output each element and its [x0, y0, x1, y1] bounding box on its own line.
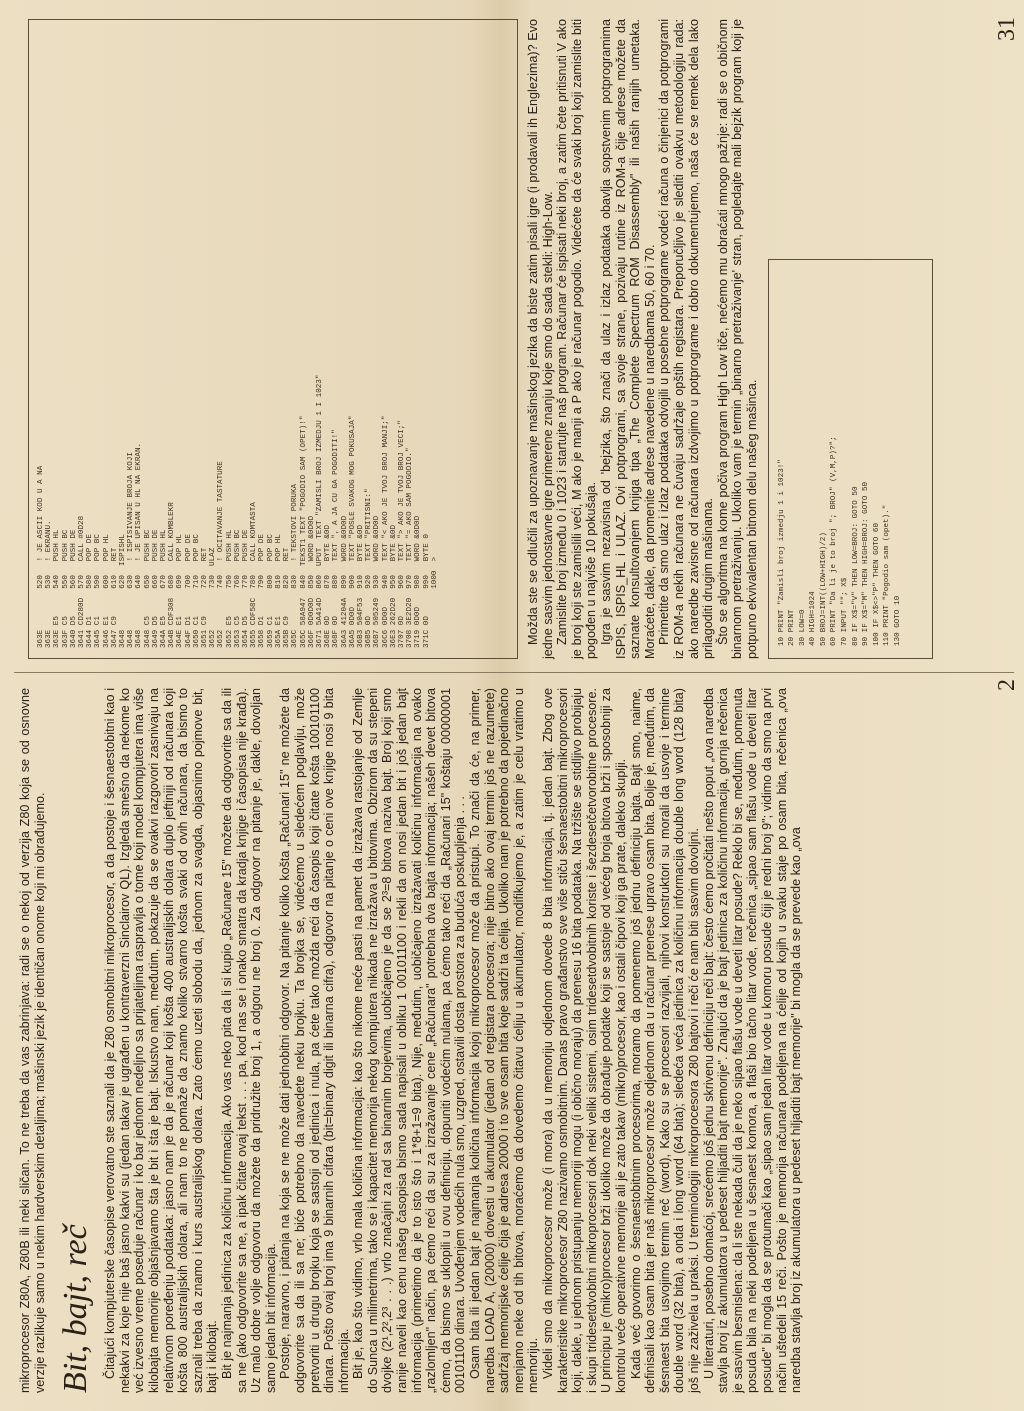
paragraph: U literaturi, posebno domaćoj, srećemo još jednu skrivenu definiciju reči bajt: često ćemo pročitati nešto poput „ova naredba stavlja broj iz akumulatora u pedeset hiljaditi bajt memorije". Znajući da je bajt jedinica za količinu informacija, gornja rečenica je sasvim besmislena: da li ste nekada čuli da je neko sipao flašu vode u deveti litar posude? Reklo bi se, međutim, pomenuta posuda bila na neki podeljena u šesnaest komora, a flaši bio tačno litar vode, rečenica „sipao sam flašu vode u deveti litar posude" bi mogla da se protumači kao „sipao sam jedan litar vode u komoru posude čiji je redni broj 9"; vidimo da smo na prvi način uštedeli 15 reči. Pošto je memorija računara podeljena na ćelije od kojih u svaku staje po osam bita, rečenica „ova naredba stavlja broj iz akumulatora u pedeset hiljaditi bajt memorije" bi mogla da se prevede kao „ova	[701, 688, 804, 1393]
page-number-right: 31	[994, 17, 1020, 41]
basic-listing-box	[768, 259, 933, 659]
paragraph: Postoje, naravno, i pitanja na koja se ne može dati jednobitni odgovor. Na pitanje koliko košta „Računari 15" ne možete da odgovorite sa da ili sa ne; biće potrebno da navedete neku brojku. Ta brojka se, videćemo u sledećem poglavlju, može pretvoriti u drugu brojku koja se sastoji od jedinica i nula, pa ćete tako možda reći da časopis koji čitate košta 100101100 dinara. Pošto ovaj broj ima 9 binarnih cifara (bit=binary digit ili binarna cifra), odgovor na pitanje o ceni ove knjige nosi 9 bita informacija.	[278, 688, 351, 1393]
assembly-listing-box	[28, 19, 518, 659]
paragraph: Igra je sasvim nezavisna od 'bejzika, što znači da ulaz i izlaz podataka obavlja sopstvenim potprogramima ISPIS, ISPIS_HL i ULAZ. Ovi potprogrami, sa svoje strane, pozivaju rutine iz ROM-a čije adrese možete da saznate konsultovanjem knjiga tipa „The Complete Spectrum ROM Disassembly" ili naših ranijih umetaka. Moraćete, dakle, da promenite adrese navedene u naredbama 50, 60 i 70.	[598, 19, 657, 659]
basic-listing: 10 PRINT "Zamisli broj izmedju 1 i 1023!" 20 PRINT 30 LOW=0 40 HIGH=1024 50 BROJ=INT((LOW+HIGH)/2) 60 PRINT "Da li je to broj "; BROJ" (V,M,P)?"; 70 INPUT ""; X$ 80 IF X$="V" THEN LOW=BROJ: GOTO 50 90 IF X$="M" THEN HIGH=BROJ: GOTO 50 100 IF X$<>"P" THEN GOTO 60 110 PRINT "Pogodio sam (opet)." 130 GOTO 10	[777, 436, 903, 646]
paragraph: Čitajući kompjuterske časopise verovatno ste saznali da je Z80 osmobitni mikroprocesor, a da postoje i šesnaestobitni kao i nekakvi za koje nije baš jasno kakvi su (jedan takav je ugrađen u kontraverzni Sinclairov QL). Izgleda smešno da nekome ko već izvesno vreme poseduje računar i ko bar jednom nedeljno sa prijateljima raspravlja o tome koji model kompjutera ima više kilobajta memorije objašnjavamo šta je bit i šta je bajt. Iskustvo nam, međutim, pokazuje da se ovakvi razgovori zasnivaju na relativnom poređenju podataka: jasno nam je da je računar koji košta 400 australijskih dolara duplo jeftiniji od računara koji košta 800 australijskih dolara, ali nam to ne pomaže da znamo koliko stvarno košta svaki od ovih računara, da bismo to saznali treba da znamo i kurs australijskog dolara. Zato ćemo uzeti slobodu da, jednom za svagda, objasnimo pojmove bit, bajt i kilobajt.	[103, 688, 220, 1393]
paragraph: Što se algoritma na kome počiva program High Low tiče, nećemo mu obraćati mnogo pažnje: radi se o običnom binarnom pretraživanju. Ukoliko vam je termin „binarno pretraživanje' stran, pogledajte mali bejzik program koji je potpuno ekvivalentan bitnom delu našeg mašinca.	[715, 19, 759, 659]
assembly-listing: 363E 520 ! JE ASCII KOD U A NA 363E 530 ! EKRANU. 363E E5 540 PUSH HL 363F C5 550 PUSH BC 3640 D5 560 PUSH DE 3641 CD280D 570 CALL #0D28 3644 D1 580 POP DE 3645 C1 590 POP BC 3646 E1 600 POP HL 3647 C9 610 RET 3648 620 ISPISHL 3648 630 ! ISPISIVANJE BROJA KOJI 3648 640 ! JE UPISAN U HL NA EKRAN. 3648 C5 650 PUSH BC 3649 D5 660 PUSH DE 364A E5 670 PUSH HL 364B CDF308 680 CALL KOMBLEKR 364E E1 690 POP HL 364F D1 700 POP DE 3650 C1 710 POP BC 3651 C9 720 RET 3652 730 ULAZ 3652 740 ! OCITAVANJE TASTATURE 3652 E5 750 PUSH HL 3653 C5 760 PUSH BC 3654 D5 770 PUSH DE 3655 CDF58C 780 CALL KOMTASTA 3658 D1 790 POP DE 3659 C1 800 POP BC 365A E1 810 POP HL 365B C9 820 RET 365C 830 ! TEKSTOVI PORUKA 365C 58A947 840 TEKST1 TEXT "POGODIO SAM (OPET)!" 366F 0D0D0D 850 WORD &0D0D 3671 5A414D 860 UPUT TEXT "ZAMISLI BROJ IZMEDJU 1 I 1023" 368E 0D 870 BYTE &0D 368F 0D 880 TEXT ", A JA CU GA POGODITI!" 36A3 41204A 890 WORD &0D0D 36A5 0D0D 900 TEXT "POSLE SVAKOG MOG POKUSAJA" 36B3 504F53 910 BYTE &0D 36B5 0D 920 TEXT "PRITISNI:" 36B7 505249 930 WORD &0D0D 36C6 0D0D 940 TEXT "< AKO JE TVOJ BROJ MANJI;" 36E3 262D20 950 BYTE &0D 3707 0D 960 TEXT "> AKO JE TVOJ BROJ VECI;" 3708 3E2D20 970 TEXT "= AKO SAM POGODIO." 3719 0D0D 980 WORD &0D0D 371C 0D 990 BYTE 0 1000 >	[37, 374, 439, 648]
section-heading: Bit, bajt, reč	[57, 1224, 95, 1393]
paragraph: Primetite da smo ulaz i izlaz podataka odvojili u posebne potprograme vodeći računa o činjenici da potprogrami iz ROM-a nekih računara ne čuvaju sadržaje opštih registara. Preporučljivo je slediti ovakvu metodologiju rada: ako naredbe zavisne od računara izdvojimo u potprograme i dobro dokumentujemo, naša će se remek dela lako prilagoditi drugim mašinama.	[657, 19, 716, 659]
paragraph: Kada već govorimo o šesnaestobitnim procesorima, moramo da pomenemo još jednu definiciju bajta. Bajt smo, naime, definisali kao osam bita jer naš mikroprocesor može odjednom da u računar prenese upravo osam bita. Bolje je, međutim, da šesnaest bita usvojimo termin reč (word), Kako su se procesori razvijali, njihovi konstruktori su morali da usvoje i termine double word (32 bita), a onda i long word (64 bita); sledeća veća jedinica za količinu informacija double long word (128 bita) još nije zaživela u praksi. U terminologiji mikroprocesora Z80 bajtovi i reči će nam biti sasvim dovoljni.	[628, 688, 701, 1393]
paragraph: Osam bita ili jedan bajt je najmanja količina informacija kojoj mikroprocesor može da pristupi. To znači da će, na primer, naredba LOAD A, (20000) dovesti u akumulator (jedan od registara procesora; nije bitno ako ovaj termin još ne razumete) sadržaj memorijske ćelije čija je adresa 20000 i to sve osam bita koje sadrži ta ćelija. Ukoliko nam je potrebno da pojedinačno menjamo neke od tih bitova, moraćemo da dovedemo čitavu ćeliju u akumulator, modifikujemo je, a zatim je celu vratimo u memoriju.	[468, 688, 541, 1393]
paragraph: Bit je, kao što vidimo, vrlo mala količina informacija: kao što nikome neće pasti na pamet da izražava rastojanje od Zemlje do Sunca u milimetrima, tako se i kapacitet memorija nekog kompjutera nikada ne izražava u bitovima. Obzirom da su stepeni dvojke (2¹,2²,2³ . . .) vrlo značajni za rad sa binarnim brojevima, uobičajeno je da se 2³=8 bitova naziva bajt. Broj koji smo ranije naveli kao cenu našeg časopisa bismo sada napisali u obliku 1 00101100 i rekli da on nosi jedan bit i još jedan bajt informacija (primetimo da je to isto što i 1*8+1=9 bita). Nije, međutim, uobičajeno izražavati količinu informacija na ovako „razlomljen" način, pa ćemo reći da su za izražavanje cene „Računara" potrebna dva bajta informacija; našeh devet bitova ćemo, da bismo se uklopili u ovu definiciju, dopuniti vodećim nulama, pa ćemo tako reći da „Računari 15" koštaju 00000001 00101100 dinara. Uvođenjem vodećih nula smo, uzgred, ostavili dosta prostora za buduća poskupljenja . . .	[351, 688, 468, 1393]
page-fold-divider	[14, 672, 1014, 673]
paragraph: Bit je najmanja jedinica za količinu informacija. Ako vas neko pita da li si kupio „Računare 15" možete da odgovorite sa da ili sa ne (ako odgovorite sa ne, a ipak čitate ovaj tekst . . . pa, kod nas se i onako smatra da kradja knjige i časopisa nije krađa). Uz malo dobre volje odgovoru da možete da pridružite broj 1, a odgoru ne broj 0. Za odgovor na pitanje je, dakle, dovoljan samo jedan bit informacija.	[219, 688, 278, 1393]
paragraph: Zamislite broj između 0 i 1023 i startujte naš program. Računar će ispisati neki broj, a zatim čete pritisnuti V ako je broj koji ste zamislili veći, M ako je manji a P ako je računar pogodio. Videćete da će svaki broj koji zamislite biti pogođen u najviše 10 pokušaja.	[555, 19, 599, 659]
intro-paragraph: mikroprocesor Z80A, Z80B ili neki sličan. To ne treba da vas zabrinjava: radi se o nekoj od verzija Z80 koja se od osnovne verzije razlikuje samo u nekim hardverskim detaljima; mašinski jezik je identičan onome koji mi obrađujemo.	[18, 688, 47, 1393]
paragraph: Videli smo da mikroprocesor može (i mora) da u memoriju odjednom dovede 8 bita informacija, tj. jedan bajt. Zbog ove karakteristike mikroprocesor Z80 nazivamo osmobitnim. Danas pravo građanstvo sve više stiču šesnaestobitni mikroprocesori koji, dakle, u jednom pristupanju memoriji mogu (i obično moraju) da prenesu 16 bita podataka. Na tržište se stidljivo probijaju i skupi tridesetdvobitni mikroprocesori dok neki veliki sistemi, osim tridesetdvobitnih koriste i šezdesetčetvorobitne procesore. U principu je (mikro)procesor brži ukoliko može da obrađuje podatke koji se sastoje od većeg broja bitova brži i sposobniji za kontrolu veće operativne memorije ali je zato takav (mikro)procesor, kao i ostali čipovi koji ga prate, daleko skuplji.	[541, 688, 628, 1393]
right-column	[14, 19, 933, 659]
page-number-left: 2	[994, 679, 1020, 691]
left-column	[18, 688, 804, 1393]
paragraph: Možda ste se odlučili za upoznavanje mašinskog jezika da biste zatim pisali igre (i prodavali ih Englezima)? Evo jedne sasvim jednostavne igre primerene znanju koje smo do sada stekli: High-Low.	[526, 19, 555, 659]
right-text	[526, 19, 760, 659]
